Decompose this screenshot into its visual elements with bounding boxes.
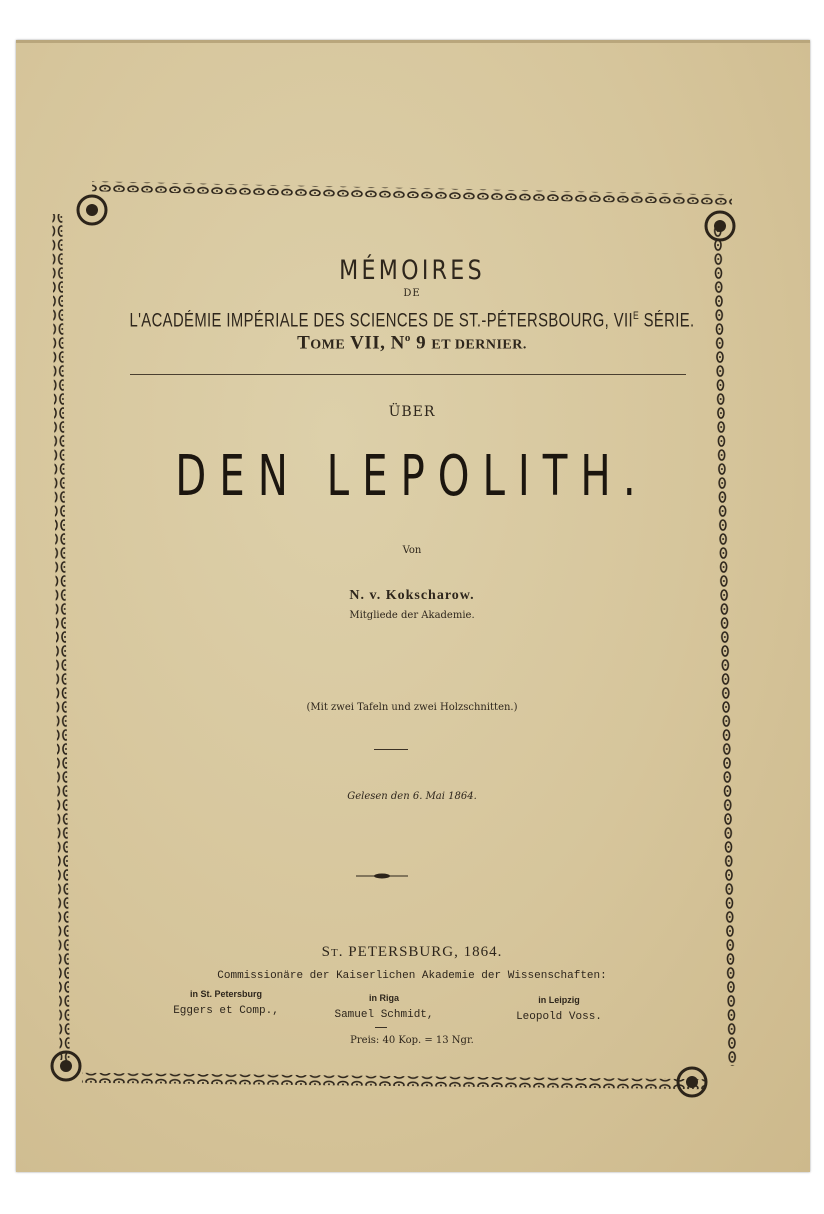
agent-place: in St. Petersburg: [189, 989, 262, 999]
academy-name: L'ACADÉMIE IMPÉRIALE DES SCIENCES DE ST.-PÉTERSBOURG, VII: [129, 310, 633, 332]
main-title: DEN LEPOLITH.: [175, 444, 649, 509]
academy-serie: SÉRIE.: [639, 310, 695, 332]
tome-c: VII, N: [345, 332, 405, 354]
agent-riga: [294, 993, 474, 1021]
commission-line: Commissionäre der Kaiserlichen Akademie der Wissenschaften:: [217, 970, 607, 982]
tome-b: OME: [310, 337, 346, 353]
agent-publisher: Leopold Voss.: [516, 1011, 602, 1023]
city-a: S: [321, 944, 331, 960]
imprint-city: [0, 944, 824, 961]
city-c: . PETERSBURG, 1864.: [338, 944, 503, 960]
price-line: Preis: 40 Kop. = 13 Ngr.: [350, 1035, 474, 1046]
tome-sup: o: [404, 332, 411, 344]
author-name: N. v. Kokscharow.: [349, 588, 475, 603]
agent-petersburg: [136, 989, 316, 1017]
header-rule: [130, 374, 686, 375]
author-von: Von: [402, 545, 422, 556]
paper-top-edge: [16, 40, 810, 43]
price-divider: [375, 1027, 387, 1028]
agent-place: in Leipzig: [538, 995, 580, 1005]
academy-series-sup: E: [632, 310, 640, 322]
plates-note: (Mit zwei Tafeln und zwei Holzschnitten.): [306, 702, 518, 713]
academy-line: [91, 310, 734, 332]
tome-e: ET DERNIER.: [431, 337, 527, 353]
ornament-divider: [356, 873, 408, 879]
read-date: Gelesen den 6. Mai 1864.: [347, 791, 477, 802]
city-b: T: [331, 947, 339, 959]
agent-publisher: Samuel Schmidt,: [334, 1009, 434, 1021]
agent-leipzig: [469, 995, 649, 1023]
title-prefix: ÜBER: [388, 404, 436, 420]
author-role: Mitgliede der Akademie.: [349, 610, 475, 621]
short-divider: [374, 749, 408, 750]
series-de: DE: [403, 288, 421, 299]
tome-a: T: [297, 332, 311, 354]
tome-d: 9: [410, 332, 432, 354]
series-title: MÉMOIRES: [339, 255, 485, 286]
agent-publisher: Eggers et Comp.,: [173, 1005, 279, 1017]
tome-line: [0, 332, 824, 354]
agent-place: in Riga: [368, 993, 399, 1003]
